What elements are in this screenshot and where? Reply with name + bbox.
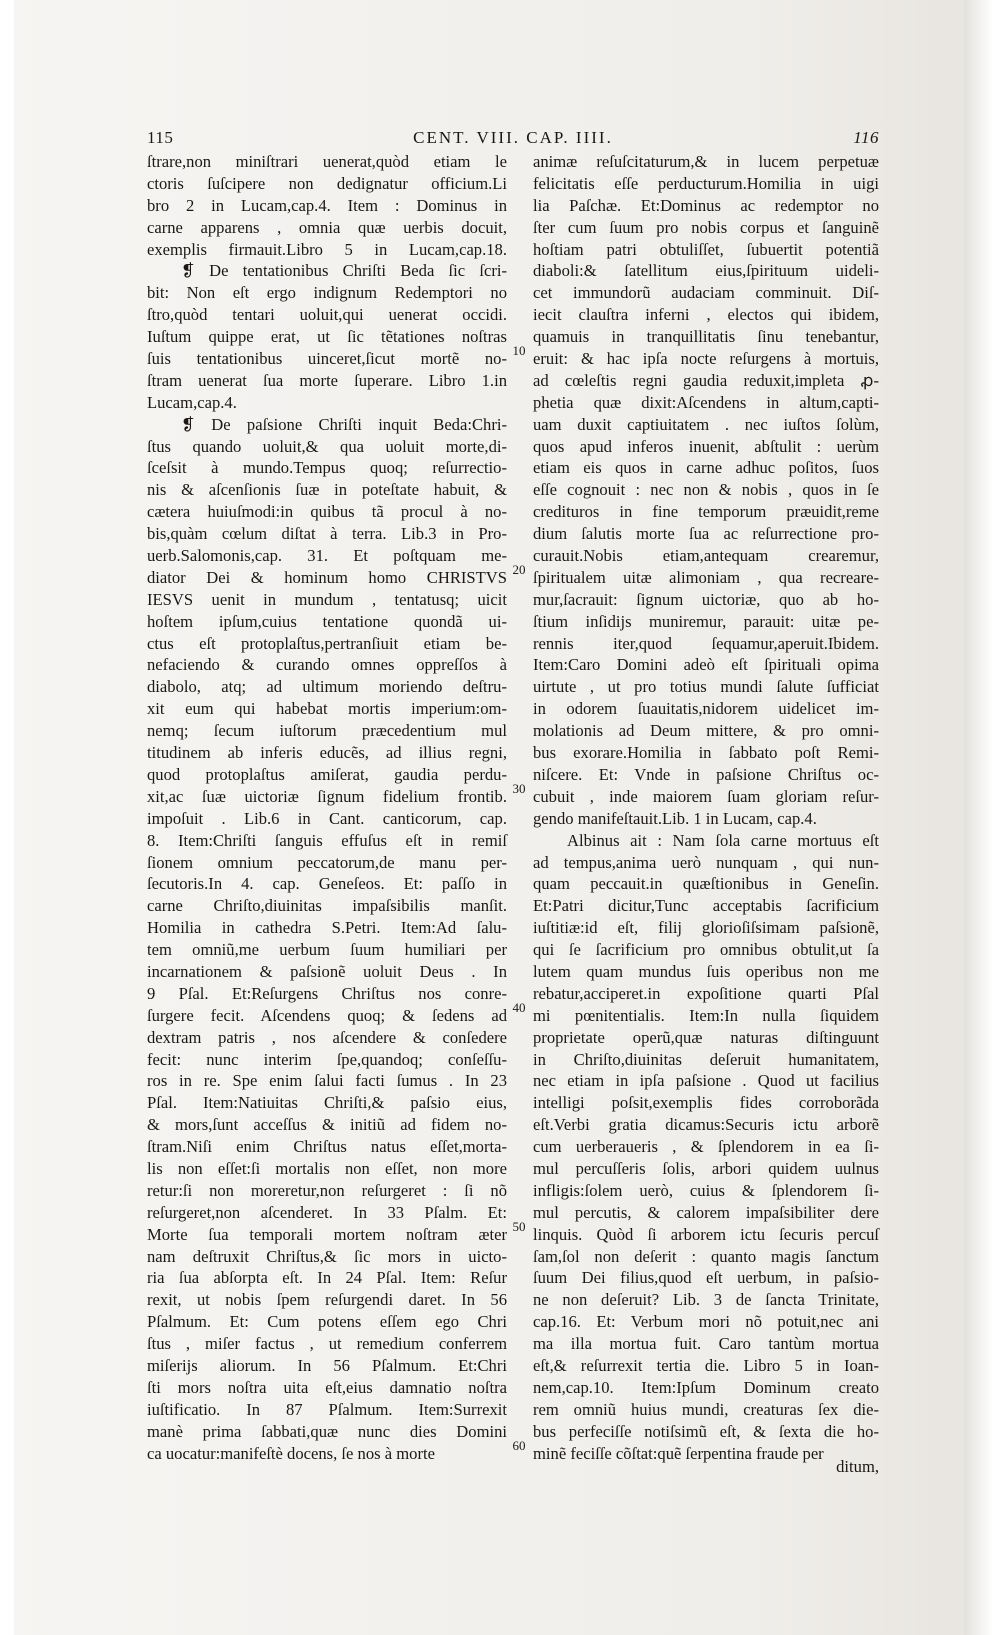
text-line: in odorem ſuauitatis,nidorem uidelicet im- bbox=[533, 699, 879, 719]
text-line: iuſtificatio. In 87 Pſalmum. Item:Surrexit bbox=[147, 1399, 507, 1419]
text-line: gendo manifeſtauit.Lib. 1 in Lucam, cap.4. bbox=[533, 808, 817, 828]
text-line: impoſuit . Lib.6 in Cant. canticorum, cap. bbox=[147, 808, 507, 828]
text-line: manè prima ſabbati,quæ nunc dies Domini bbox=[147, 1421, 507, 1441]
text-line: diator Dei & hominum homo CHRISTVS bbox=[147, 567, 507, 587]
text-line: ſuis tentationibus uinceret,ſicut mortẽ no- bbox=[147, 349, 507, 369]
line-number-marker: 30 bbox=[512, 781, 526, 796]
page-number-left: 115 bbox=[147, 128, 174, 147]
text-line: rexit, ut nobis ſpem reſurgendi daret. In 56 bbox=[147, 1290, 507, 1310]
text-line: in Chriſto,diuinitas deſeruit humanitatem, bbox=[533, 1049, 879, 1069]
text-line: ſceſsit à mundo.Tempus quoq; reſurrectio- bbox=[147, 458, 507, 478]
text-line: hoſtem ipſum,cuius tentatione quondã ui- bbox=[147, 611, 507, 631]
text-line: eſſe cognouit : nec non & nobis , quos in ſe bbox=[533, 480, 879, 500]
text-line: fecit: nunc interim ſpe,quandoq; conſeſſu- bbox=[147, 1049, 507, 1069]
text-line: lia Paſchæ. Et:Dominus ac redemptor no bbox=[533, 195, 879, 215]
text-line: cubuit , inde maiorem ſuam gloriam reſur- bbox=[533, 786, 879, 806]
line-number-marker: 40 bbox=[512, 1000, 526, 1015]
text-line: ſtram.Niſi enim Chriſtus natus eſſet,morta- bbox=[147, 1137, 507, 1157]
text-line: rem omniũ huius mundi, creaturas ſex die- bbox=[533, 1399, 879, 1419]
text-line: ca uocatur:manifeſtè docens, ſe nos à morte bbox=[147, 1443, 435, 1463]
text-line: ſurgere fecit. Aſcendens quoq; & ſedens ad bbox=[147, 1005, 507, 1025]
text-line: ſam,ſol non deſerit : quanto magis ſanctum bbox=[533, 1246, 879, 1266]
line-number-marker: 10 bbox=[512, 343, 526, 358]
text-line: cet immundorũ audaciam comminuit. Diſ- bbox=[533, 283, 879, 303]
catchword: ditum, bbox=[836, 1457, 879, 1476]
right-text-column bbox=[533, 151, 879, 1464]
text-line: ſter cum ſuum pro nobis corpus et ſanguinẽ bbox=[533, 217, 879, 237]
text-line: reſurgeret,non aſcenderet. In 33 Pſalm. Et: bbox=[147, 1202, 507, 1222]
text-line: cum uerberaueris , & ſplendorem in ea ſi- bbox=[533, 1137, 879, 1157]
text-line: ſpiritualem uitæ alimoniam , qua recreare- bbox=[533, 567, 879, 587]
text-line: ſionem omnium peccatorum,de manu per- bbox=[147, 852, 507, 872]
text-line: eruit: & hac ipſa nocte reſurgens à mortuis, bbox=[533, 349, 879, 369]
text-line: carne Chriſto,diuinitas impaſsibilis manſit. bbox=[147, 896, 507, 916]
text-line: Iuſtum quippe erat, ut ſic tẽtationes noſtras bbox=[147, 327, 507, 347]
text-line: xit eum qui habebat mortis imperium:om- bbox=[147, 699, 507, 719]
running-title: CENT. VIII. CAP. IIII. bbox=[413, 128, 613, 147]
text-line: diaboli:& ſatellitum eius,ſpirituum uideli- bbox=[533, 261, 879, 281]
text-line: cætera huiuſmodi:in quibus tã procul à no- bbox=[147, 502, 507, 522]
text-line: incarnationem & paſsionẽ uoluit Deus . In bbox=[147, 961, 507, 981]
text-line: molationis ad Deum mittere, & pro omni- bbox=[533, 721, 879, 741]
text-line: iuſtitiæ:id eſt, filij glorioſiſsimam paſsionẽ, bbox=[533, 918, 879, 938]
text-line: phetia quæ dixit:Aſcendens in altum,capti- bbox=[533, 392, 879, 412]
text-line: 8. Item:Chriſti ſanguis effuſus eſt in remiſ bbox=[147, 830, 507, 850]
text-line: mul percutis, & calorem impaſsibiliter dere bbox=[533, 1202, 879, 1222]
text-line: rebatur,acciperet.in expoſitione quarti Pſal bbox=[533, 983, 879, 1003]
text-line: animæ reſuſcitaturum,& in lucem perpetuæ bbox=[533, 152, 879, 171]
text-line: etiam eis quos in carne adhuc poſitos, ſuos bbox=[533, 458, 879, 478]
text-line: retur:ſi non moreretur,non reſurgeret : ſi nõ bbox=[147, 1180, 507, 1200]
text-line: lutem quam mundus ſuis operibus non me bbox=[533, 961, 879, 981]
text-line: ſecutoris.In 4. cap. Geneſeos. Et: paſſo in bbox=[147, 874, 507, 894]
text-line: quamuis in tranquillitatis ſinu tenebantur, bbox=[533, 327, 879, 347]
text-line: nefaciendo & curando omnes oppreſſos à bbox=[147, 655, 507, 675]
text-line: rennis iter,quod ſequamur,aperuit.Ibidem. bbox=[533, 633, 879, 653]
text-line: bit: Non eſt ergo indignum Redemptori no bbox=[147, 283, 507, 303]
text-line: quod protoplaſtus amiſerat, gaudia perdu- bbox=[147, 764, 507, 784]
text-line: ctus eſt protoplaſtus,pertranſiuit etiam be- bbox=[147, 633, 507, 653]
text-line: titudinem ab inferis educẽs, ad illius regni, bbox=[147, 743, 507, 763]
text-line: ſtram uenerat ſua morte ſuperare. Libro 1.in bbox=[147, 370, 507, 390]
text-line: intelligi poſsit,exemplis fides corroborãda bbox=[533, 1093, 879, 1113]
text-line: dextram patris , nos aſcendere & conſedere bbox=[147, 1027, 507, 1047]
text-line: & mors,ſunt acceſſus & initiũ ad fidem no- bbox=[147, 1115, 507, 1135]
text-line: mur,ſacrauit: ſignum uictoriæ, quo ab ho- bbox=[533, 589, 879, 609]
text-line: ❡ De paſsione Chriſti inquit Beda:Chri- bbox=[181, 414, 507, 434]
text-line: ſtro,quòd tentari uoluit,qui uenerat occidi. bbox=[147, 305, 507, 325]
text-line: Homilia in cathedra S.Petri. Item:Ad ſalu- bbox=[147, 918, 507, 938]
text-line: Albinus ait : Nam ſola carne mortuus eſt bbox=[567, 830, 879, 850]
text-line: hoſtiam patri obtuliſſet, ſubuertit potentiã bbox=[533, 239, 879, 259]
text-line: bis,quàm cœlum diſtat à terra. Lib.3 in Pro- bbox=[147, 524, 507, 544]
text-line: niſcere. Et: Vnde in paſsione Chriſtus oc- bbox=[533, 764, 879, 784]
text-line: ad cœleſtis regni gaudia reduxit,impleta ꝓ- bbox=[533, 370, 879, 390]
text-line: uam duxit captiuitatem . nec iuſtos ſolùm, bbox=[533, 414, 879, 434]
text-line: curauit.Nobis etiam,antequam crearemur, bbox=[533, 546, 879, 566]
text-line: lis non eſſet:ſi mortalis non eſſet, non more bbox=[147, 1158, 507, 1178]
text-line: ſtus quando uoluit,& qua uoluit morte,di- bbox=[147, 436, 507, 456]
text-line: mul percuſſeris ſolis, arbori quidem uulnus bbox=[533, 1158, 879, 1178]
text-line: quam peccauit.in quæſtionibus in Geneſin. bbox=[533, 874, 879, 894]
line-number-marker: 20 bbox=[512, 562, 526, 577]
text-line: Et:Patri dicitur,Tunc acceptabis ſacrificium bbox=[533, 896, 879, 916]
text-line: ne non deſeruit? Lib. 3 de ſancta Trinitate, bbox=[533, 1290, 879, 1310]
text-line: ſtus , miſer factus , ut remedium conferrem bbox=[147, 1334, 507, 1354]
text-line: tem omniũ,me uerbum ſuum humiliari per bbox=[147, 940, 507, 960]
text-line: cap.16. Et: Verbum mori nõ potuit,nec ani bbox=[533, 1312, 879, 1332]
text-line: linquis. Quòd ſi arborem ictu ſecuris percuſ bbox=[533, 1224, 879, 1244]
line-number-marker: 50 bbox=[512, 1219, 526, 1234]
text-line: credituros in fine temporum præuidit,reme bbox=[533, 502, 879, 522]
text-line: ctoris ſuſcipere non dedignatur officium.Li bbox=[147, 173, 507, 193]
text-line: qui ſe ſacrificium pro omnibus obtulit,ut ſa bbox=[533, 940, 879, 960]
text-line: bus exorare.Homilia in ſabbato poſt Remi- bbox=[533, 743, 879, 763]
text-line: Lucam,cap.4. bbox=[147, 392, 237, 412]
text-line: nam deſtruxit Chriſtus,& ſic mors in uicto- bbox=[147, 1246, 507, 1266]
page-number-right: 116 bbox=[853, 128, 879, 147]
text-line: uerb.Salomonis,cap. 31. Et poſtquam me- bbox=[147, 546, 507, 566]
text-line: Pſalmum. Et: Cum potens eſſem ego Chri bbox=[147, 1312, 507, 1332]
text-line: ſtium inſidijs muniremur, parauit: uitæ pe- bbox=[533, 611, 879, 631]
line-number-marker: 60 bbox=[512, 1438, 526, 1453]
text-line: ſuum Dei filius,quod eſt uerbum, in paſsio- bbox=[533, 1268, 879, 1288]
left-text-column bbox=[147, 151, 507, 1464]
text-line: IESVS uenit in mundum , tentatusq; uicit bbox=[147, 589, 507, 609]
text-line: bro 2 in Lucam,cap.4. Item : Dominus in bbox=[147, 195, 507, 215]
text-line: bus perfeciſſe notiſsimũ eſt, & ſexta die ho- bbox=[533, 1421, 879, 1441]
text-line: iecit clauſtra inferni , electos qui ibidem, bbox=[533, 305, 879, 325]
text-line: proprietate operũ,quæ naturas diſtinguunt bbox=[533, 1027, 879, 1047]
text-line: minẽ feciſſe cõſtat:quẽ ſerpentina fraude per bbox=[533, 1443, 824, 1463]
text-line: eſt.Verbi gratia dicamus:Securis ictu arborẽ bbox=[533, 1115, 879, 1135]
text-line: dium ſalutis morte ſua ac reſurrectione pro- bbox=[533, 524, 879, 544]
text-line: eſt,& reſurrexit tertia die. Libro 5 in Ioan- bbox=[533, 1355, 879, 1375]
running-header bbox=[147, 128, 879, 150]
text-line: carne apparens , omnia quæ uerbis docuit, bbox=[147, 217, 507, 237]
text-line: nec etiam in ipſa paſsione . Quod ut facilius bbox=[533, 1071, 879, 1091]
text-line: ad tempus,anima uerò nunquam , qui nun- bbox=[533, 852, 879, 872]
text-line: ria ſua abſorpta eſt. In 24 Pſal. Item: Reſur bbox=[147, 1268, 507, 1288]
text-line: nem,cap.10. Item:Ipſum Dominum creato bbox=[533, 1377, 879, 1397]
text-line: ❡ De tentationibus Chriſti Beda ſic ſcri- bbox=[181, 261, 507, 281]
text-line: nemq; ſecum iuſtorum præcedentium mul bbox=[147, 721, 507, 741]
text-line: infligis:ſolem uerò, cuius & ſplendorem ſi- bbox=[533, 1180, 879, 1200]
text-line: nis & aſcenſionis ſuæ in poteſtate habuit, & bbox=[147, 480, 507, 500]
text-line: diabolo, atq; ad ultimum moriendo deſtru- bbox=[147, 677, 507, 697]
text-line: Pſal. Item:Natiuitas Chriſti,& paſsio eius, bbox=[147, 1093, 507, 1113]
text-line: xit,ac ſuæ uictoriæ ſignum fidelium frontib. bbox=[147, 786, 507, 806]
text-line: uirtute , ut pro totius mundi ſalute ſufficiat bbox=[533, 677, 879, 697]
text-line: Morte ſua temporali mortem noſtram æter bbox=[147, 1224, 507, 1244]
text-line: mi pœnitentialis. Item:In nulla ſiquidem bbox=[533, 1005, 879, 1025]
text-line: Item:Caro Domini adeò eſt ſpirituali opima bbox=[533, 655, 879, 675]
text-line: exemplis firmauit.Libro 5 in Lucam,cap.18. bbox=[147, 239, 507, 259]
text-line: felicitatis eſſe perducturum.Homilia in uigi bbox=[533, 173, 879, 193]
text-line: ſti mors noſtra uita eſt,eius damnatio noſtra bbox=[147, 1377, 507, 1397]
text-line: ſtrare,non miniſtrari uenerat,quòd etiam le bbox=[147, 152, 507, 171]
text-line: 9 Pſal. Et:Reſurgens Chriſtus nos conre- bbox=[147, 983, 507, 1003]
text-line: miſerijs aliorum. In 56 Pſalmum. Et:Chri bbox=[147, 1355, 507, 1375]
text-line: quos apud inferos inuenit, abſtulit : uerùm bbox=[533, 436, 879, 456]
text-line: ma illa mortua fuit. Caro tantùm mortua bbox=[533, 1334, 879, 1354]
text-line: ros in re. Spe enim ſalui facti ſumus . In 23 bbox=[147, 1071, 507, 1091]
